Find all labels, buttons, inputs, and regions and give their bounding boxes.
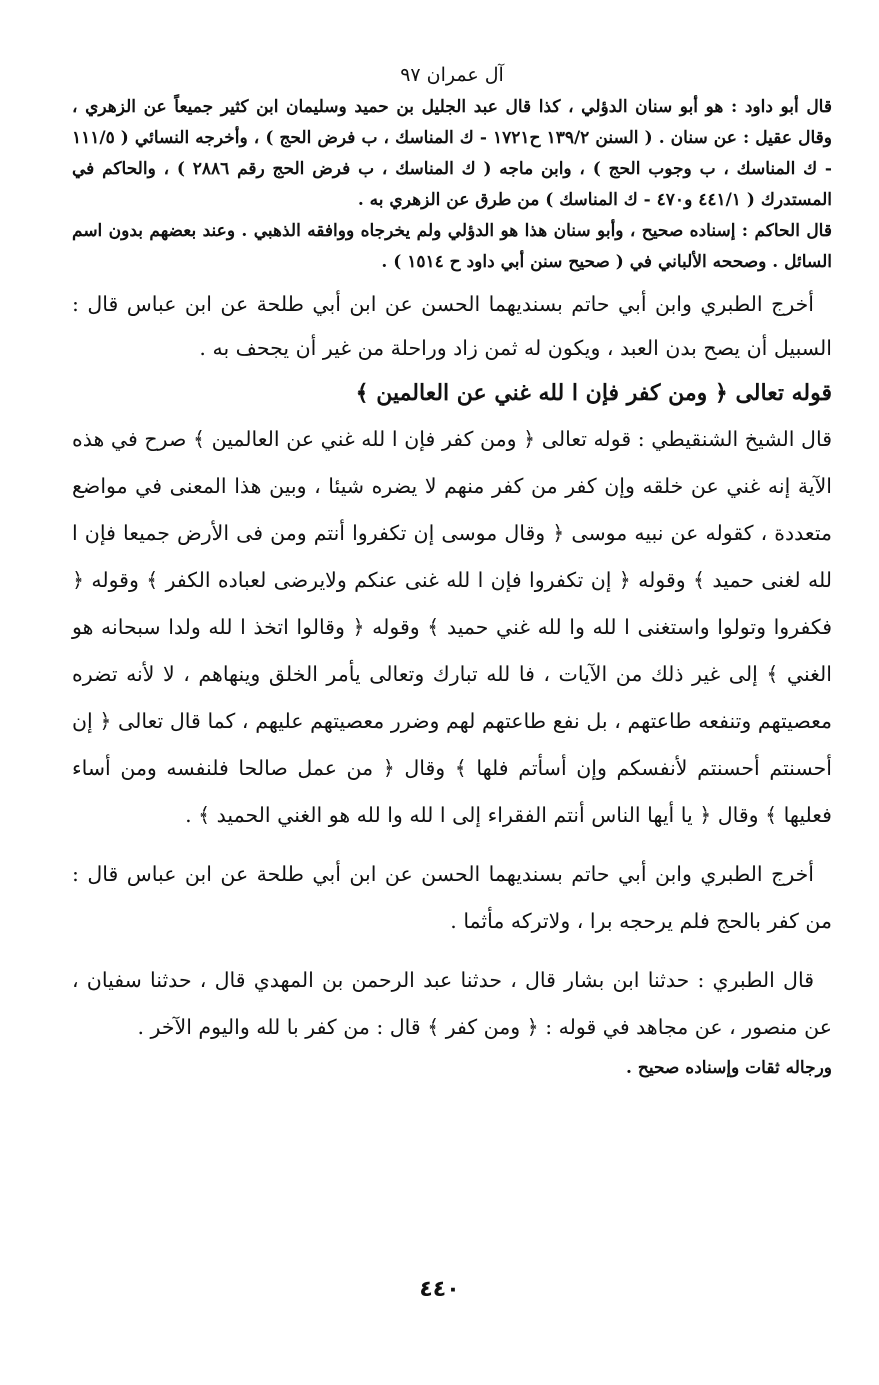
body-paragraph: أخرج الطبري وابن أبي حاتم بسنديهما الحسن عن ابن أبي طلحة عن ابن عباس قال : السبيل أن يصح بدن العبد ، ويكون له ثمن زاد وراحلة من غير أن يجحف به . xyxy=(72,292,832,360)
footnote-paragraph: قال أبو داود : هو أبو سنان الدؤلي ، كذا قال عبد الجليل بن حميد وسليمان ابن كثير جميعاً عن الزهري ، وقال عقيل : عن سنان . ( السنن ١٣٩/٢ ح١٧٢١ - ك المناسك ، ب فرض الحج ) ، وأخرجه النسائي ( ١١١/٥ - ك المناسك ، ب وجوب الحج ) ، وابن ماجه ( ك المناسك ، ب فرض الحج رقم ٢٨٨٦ ) ، والحاكم في المستدرك ( ٤٤١/١ و٤٧٠ - ك المناسك ) من طرق عن الزهري به . xyxy=(72,97,832,210)
page-content xyxy=(72,60,832,1085)
body-paragraph: قال الشيخ الشنقيطي : قوله تعالى ﴿ ومن كفر فإن ا لله غني عن العالمين ﴾ صرح في هذه الآية إنه غني عن خلقه وإن كفر من كفر منهم لا يضره شيئا ، وبين هذا المعنى في مواضع متعددة ، كقوله عن نبيه موسى ﴿ وقال موسى إن تكفروا أنتم ومن فى الأرض جميعا فإن ا لله لغنى حميد ﴾ وقوله ﴿ إن تكفروا فإن ا لله غنى عنكم ولايرضى لعباده الكفر ﴾ وقوله ﴿ فكفروا وتولوا واستغنى ا لله وا لله غني حميد ﴾ وقوله ﴿ وقالوا اتخذ ا لله ولدا سبحانه هو الغني ﴾ إلى غير ذلك من الآيات ، فا لله تبارك وتعالى يأمر الخلق وينهاهم ، لا لأنه تضره معصيتهم وتنفعه طاعتهم ، بل نفع طاعتهم لهم وضرر معصيتهم عليهم ، كما قال تعالى ﴿ إن أحسنتم أحسنتم لأنفسكم وإن أسأتم فلها ﴾ وقال ﴿ من عمل صالحا فلنفسه ومن أساء فعليها ﴾ وقال ﴿ يا أيها الناس أنتم الفقراء إلى ا لله وا لله هو الغني الحميد ﴾ . xyxy=(72,427,832,827)
footnote-block xyxy=(72,92,832,278)
body-paragraph: قال الطبري : حدثنا ابن بشار قال ، حدثنا عبد الرحمن بن المهدي قال ، حدثنا سفيان ، عن منصور ، عن مجاهد في قوله : ﴿ ومن كفر ﴾ قال : من كفر با لله واليوم الآخر . xyxy=(72,968,832,1039)
page-number: ٤٤٠ xyxy=(419,1277,460,1302)
verse-heading: قوله تعالى ﴿ ومن كفر فإن ا لله غني عن العالمين ﴾ xyxy=(355,380,832,406)
running-head: آل عمران ٩٧ xyxy=(400,64,504,86)
footnote-paragraph: قال الحاكم : إسناده صحيح ، وأبو سنان هذا هو الدؤلي ولم يخرجاه ووافقه الذهبي . وعند بعضهم بدون اسم السائل . وصححه الألباني في ( صحيح سنن أبي داود ح ١٥١٤ ) . xyxy=(72,221,832,272)
body-paragraph: أخرج الطبري وابن أبي حاتم بسنديهما الحسن عن ابن أبي طلحة عن ابن عباس قال : من كفر بالحج فلم يرحجه برا ، ولاتركه مأثما . xyxy=(72,862,832,933)
closing-note: ورجاله ثقات وإسناده صحيح . xyxy=(626,1058,832,1078)
commentary-block xyxy=(72,416,832,1051)
